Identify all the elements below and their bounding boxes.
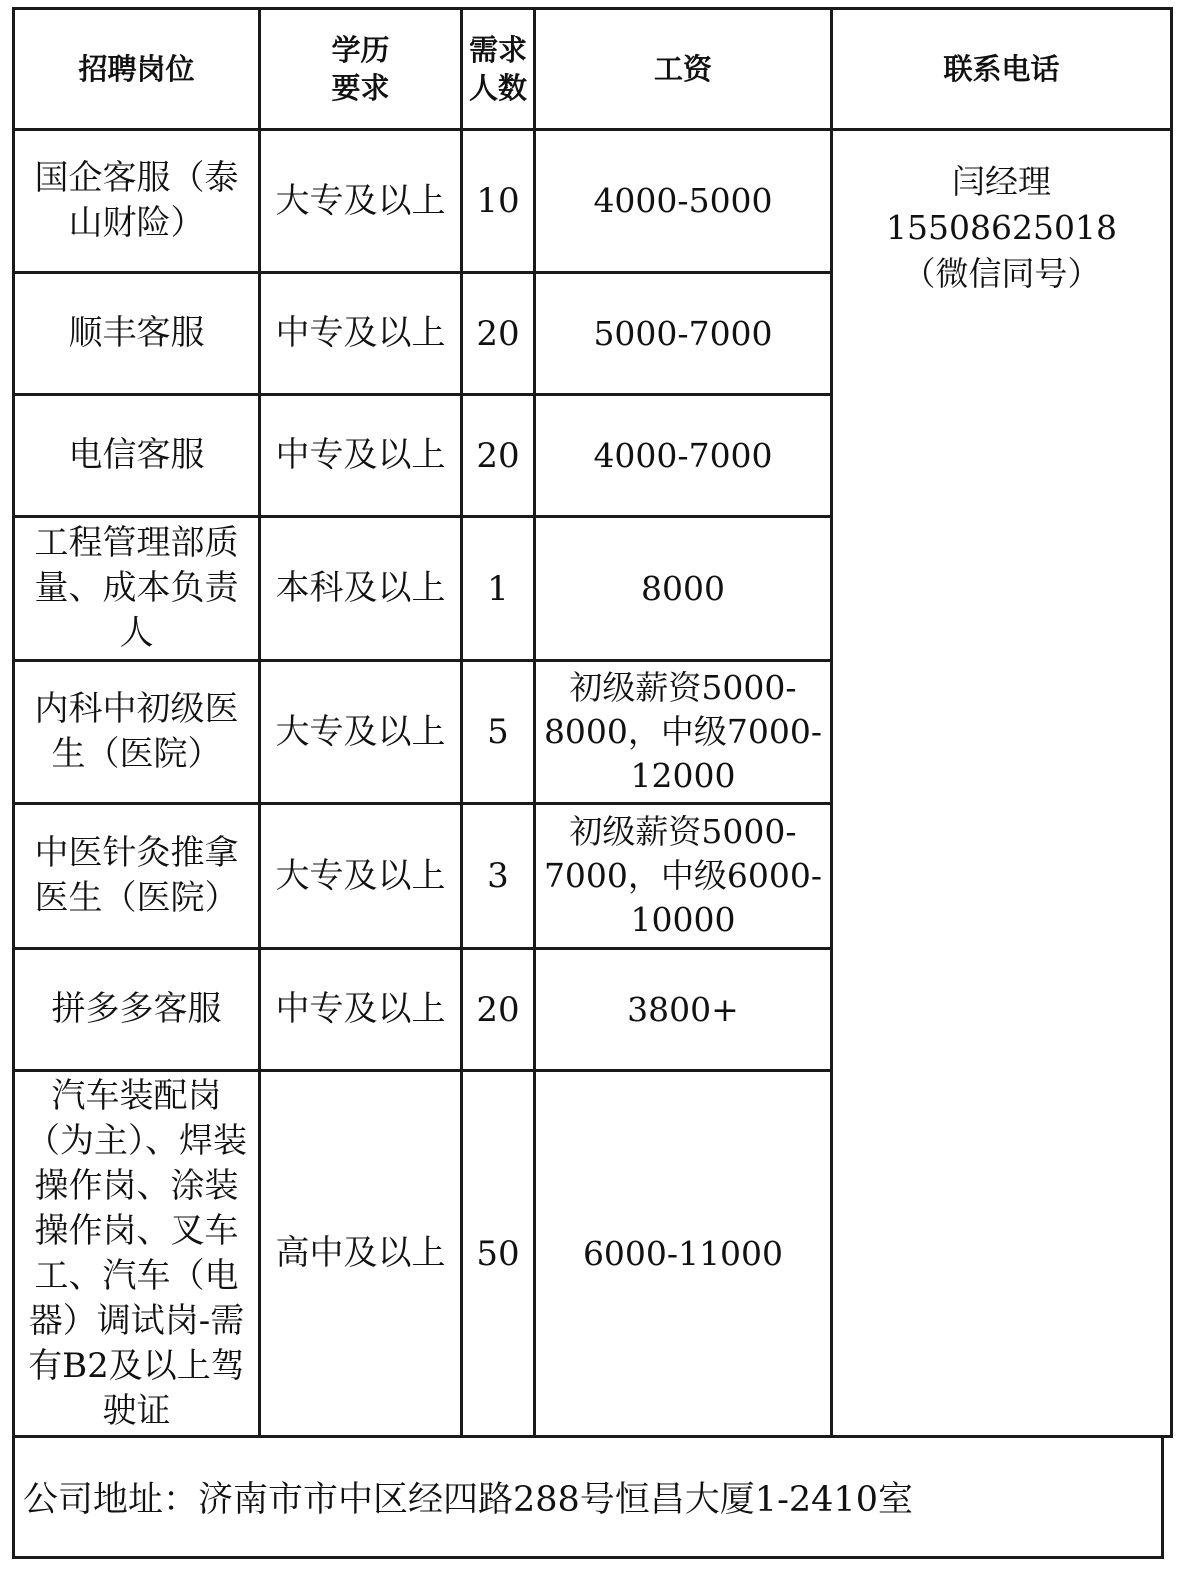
education-cell: 大专及以上: [260, 130, 462, 273]
education-cell: 高中及以上: [260, 1071, 462, 1437]
position-cell: 中医针灸推拿医生（医院）: [14, 804, 260, 949]
position-cell: 汽车装配岗（为主）、焊装操作岗、涂装操作岗、叉车工、汽车（电器）调试岗-需有B2及以上驾驶证: [14, 1071, 260, 1437]
salary-cell: 5000-7000: [535, 273, 832, 395]
count-cell: 20: [462, 273, 535, 395]
header-count-text: 需求 人数: [468, 33, 527, 105]
count-cell: 20: [462, 949, 535, 1071]
header-contact: 联系电话: [832, 9, 1172, 130]
count-cell: 10: [462, 130, 535, 273]
header-position: 招聘岗位: [14, 9, 260, 130]
education-cell: 中专及以上: [260, 395, 462, 517]
position-cell: 国企客服（泰山财险）: [14, 130, 260, 273]
contact-note: （微信同号）: [902, 254, 1101, 293]
education-cell: 本科及以上: [260, 517, 462, 661]
contact-name-phone: 闫经理15508625018: [886, 162, 1117, 247]
education-cell: 中专及以上: [260, 949, 462, 1071]
position-cell: 电信客服: [14, 395, 260, 517]
salary-cell: 4000-5000: [535, 130, 832, 273]
contact-cell: [832, 130, 1172, 1437]
table-row: [14, 130, 1172, 273]
salary-cell: 4000-7000: [535, 395, 832, 517]
salary-cell: 6000-11000: [535, 1071, 832, 1437]
header-education-text: 学历 要求: [331, 33, 390, 105]
company-address: [12, 1435, 1164, 1559]
header-salary: 工资: [535, 9, 832, 130]
header-row: [14, 9, 1172, 130]
count-cell: 3: [462, 804, 535, 949]
header-count: [462, 9, 535, 130]
count-cell: 50: [462, 1071, 535, 1437]
salary-cell: 初级薪资5000-7000，中级6000-10000: [535, 804, 832, 949]
position-cell: 拼多多客服: [14, 949, 260, 1071]
position-cell: 内科中初级医生（医院）: [14, 661, 260, 804]
education-cell: 中专及以上: [260, 273, 462, 395]
salary-cell: 初级薪资5000-8000，中级7000-12000: [535, 661, 832, 804]
education-cell: 大专及以上: [260, 661, 462, 804]
count-cell: 20: [462, 395, 535, 517]
company-address-text: 公司地址：济南市市中区经四路288号恒昌大厦1-2410室: [23, 1480, 913, 1520]
salary-cell: 3800+: [535, 949, 832, 1071]
position-cell: 顺丰客服: [14, 273, 260, 395]
count-cell: 5: [462, 661, 535, 804]
recruitment-table: [12, 7, 1173, 1438]
count-cell: 1: [462, 517, 535, 661]
header-education: [260, 9, 462, 130]
education-cell: 大专及以上: [260, 804, 462, 949]
position-cell: 工程管理部质量、成本负责人: [14, 517, 260, 661]
salary-cell: 8000: [535, 517, 832, 661]
